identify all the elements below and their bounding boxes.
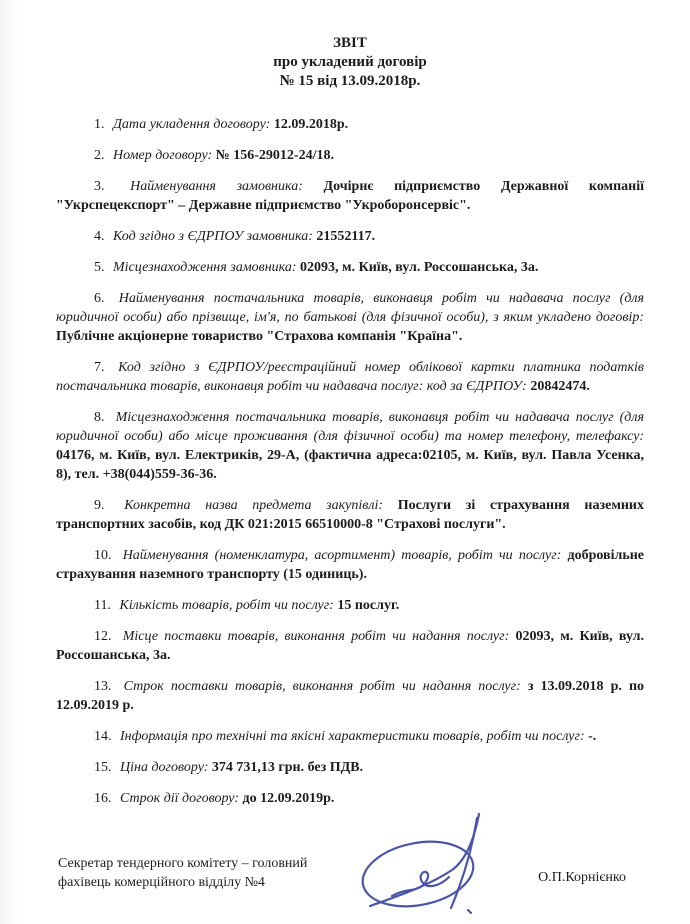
item-label: Строк поставки товарів, виконання робіт чи надання послуг: bbox=[123, 679, 521, 694]
report-item-3 bbox=[56, 177, 644, 215]
report-item-15 bbox=[56, 758, 644, 777]
item-value: з 13.09.2018 р. по 12.09.2019 р. bbox=[56, 679, 645, 713]
item-label: Номер договору: bbox=[113, 148, 213, 163]
item-label: Кількість товарів, робіт чи послуг: bbox=[119, 598, 334, 613]
item-number: 16. bbox=[94, 791, 112, 806]
title-line-1: ЗВІТ bbox=[333, 35, 367, 51]
report-item-16 bbox=[56, 789, 644, 808]
report-item-6 bbox=[56, 289, 644, 346]
item-value: до 12.09.2019р. bbox=[242, 791, 335, 806]
item-number: 1. bbox=[94, 117, 105, 132]
item-label: Місце поставки товарів, виконання робіт чи надання послуг: bbox=[122, 629, 510, 644]
item-number: 4. bbox=[94, 229, 105, 244]
title-line-2: про укладений договір bbox=[273, 54, 427, 70]
item-number: 9. bbox=[94, 498, 105, 513]
handwritten-signature bbox=[356, 806, 506, 924]
signatory-role-line-1: Секретар тендерного комітету – головний bbox=[58, 856, 308, 871]
report-item-11 bbox=[56, 596, 644, 615]
item-value: Послуги зі страхування наземних транспортних засобів, код ДК 021:2015 66510000-8 "Страхові послуги". bbox=[56, 498, 645, 532]
item-number: 15. bbox=[94, 760, 112, 775]
item-number: 3. bbox=[94, 179, 105, 194]
report-item-7 bbox=[56, 358, 644, 396]
report-item-10 bbox=[56, 546, 644, 584]
report-item-12 bbox=[56, 627, 644, 665]
item-value: № 156-29012-24/18. bbox=[215, 148, 334, 163]
item-value: 20842474. bbox=[530, 379, 590, 394]
item-label: Код згідно з ЄДРПОУ замовника: bbox=[113, 229, 313, 244]
item-number: 7. bbox=[94, 360, 105, 375]
item-number: 10. bbox=[94, 548, 112, 563]
item-label: Ціна договору: bbox=[120, 760, 209, 775]
item-value: 21552117. bbox=[316, 229, 376, 244]
item-number: 11. bbox=[94, 598, 111, 613]
report-item-8 bbox=[56, 408, 644, 484]
item-number: 6. bbox=[94, 291, 105, 306]
title-line-3: № 15 від 13.09.2018р. bbox=[279, 73, 421, 89]
report-item-2 bbox=[56, 146, 644, 165]
item-number: 8. bbox=[94, 410, 105, 425]
item-label: Строк дії договору: bbox=[120, 791, 239, 806]
item-value: 02093, м. Київ, вул. Россошанська, 3а. bbox=[56, 629, 644, 663]
signatory-role-line-2: фахівець комерційного відділу №4 bbox=[58, 875, 265, 890]
report-items bbox=[56, 115, 644, 808]
item-value: 02093, м. Київ, вул. Россошанська, 3а. bbox=[300, 260, 539, 275]
report-item-1 bbox=[56, 115, 644, 134]
item-value: 15 послуг. bbox=[337, 598, 400, 613]
item-number: 13. bbox=[94, 679, 112, 694]
item-label: Конкретна назва предмета закупівлі: bbox=[124, 498, 384, 513]
item-label: Найменування постачальника товарів, виконавця робіт чи надавача послуг (для юридичної особи) або прізвище, ім'я, по батькові (для фізичної особи), з яким укладено договір: bbox=[56, 291, 645, 325]
signatory-name: О.П.Корнієнко bbox=[538, 870, 626, 885]
item-value: Дочірнє підприємство Державної компанії "Укрспецекспорт" – Державне підприємство "Укроборонсервіс". bbox=[56, 179, 644, 213]
item-number: 5. bbox=[94, 260, 105, 275]
item-label: Дата укладення договору: bbox=[113, 117, 271, 132]
item-number: 2. bbox=[94, 148, 105, 163]
document-title bbox=[56, 34, 644, 91]
item-number: 14. bbox=[94, 729, 112, 744]
report-item-5 bbox=[56, 258, 644, 277]
item-value: Публічне акціонерне товариство "Страхова компанія "Країна". bbox=[56, 329, 463, 344]
signature-block bbox=[56, 820, 644, 924]
item-value: 12.09.2018р. bbox=[273, 117, 349, 132]
item-label: Найменування (номенклатура, асортимент) товарів, робіт чи послуг: bbox=[122, 548, 562, 563]
report-item-4 bbox=[56, 227, 644, 246]
item-value: 374 731,13 грн. без ПДВ. bbox=[211, 760, 364, 775]
item-label: Місцезнаходження замовника: bbox=[113, 260, 297, 275]
item-label: Найменування замовника: bbox=[130, 179, 303, 194]
report-item-9 bbox=[56, 496, 644, 534]
item-label: Місцезнаходження постачальника товарів, виконавця робіт чи надавача послуг (для юридичної особи) або місце проживання (для фізичної особи) та номер телефону, телефаксу: bbox=[56, 410, 645, 444]
item-label: Код згідно з ЄДРПОУ/реєстраційний номер облікової картки платника податків постачальника товарів, виконавця робіт чи надавача послуг: код за ЄДРПОУ: bbox=[56, 360, 645, 394]
item-value: -. bbox=[588, 729, 597, 744]
item-value: 04176, м. Київ, вул. Електриків, 29-А, (фактична адреса:02105, м. Київ, вул. Павла Усенка, 8), тел. +38(044)559-36-36. bbox=[56, 448, 644, 482]
item-number: 12. bbox=[94, 629, 112, 644]
item-label: Інформація про технічні та якісні характеристики товарів, робіт чи послуг: bbox=[120, 729, 585, 744]
report-item-13 bbox=[56, 677, 644, 715]
report-item-14 bbox=[56, 727, 644, 746]
item-value: добровільне страхування наземного транспорту (15 одиниць). bbox=[56, 548, 645, 582]
signatory-role bbox=[58, 854, 307, 892]
